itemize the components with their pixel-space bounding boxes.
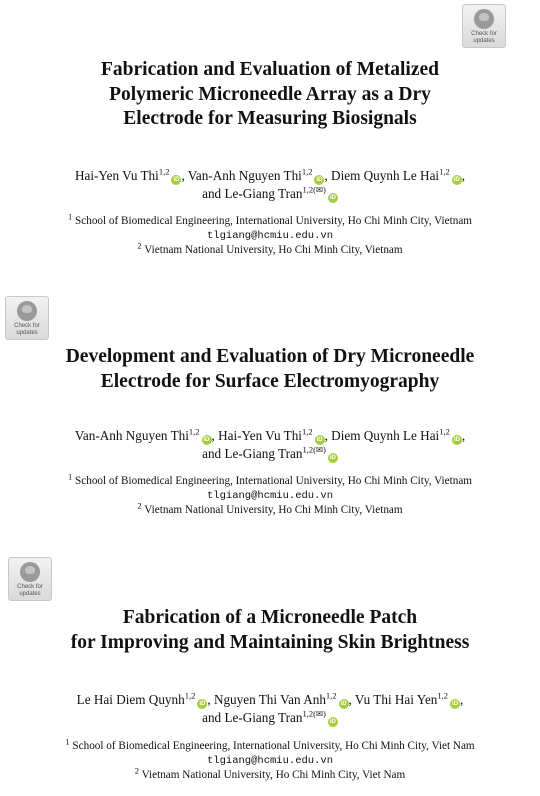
affiliations-3: $^1$ School of Biomedical Engineering, International University, Ho Chi Minh City, Viet Nam tlgiang@hcmiu.edu.vn $^2$ Vietnam National University, Ho Chi Minh City, Viet Nam bbox=[0, 739, 540, 783]
author-list-1: Hai-Yen Vu Thi$^{1,2}$iD , Van-Anh Nguyen Thi$^{1,2}$iD , Diem Quynh Le Hai$^{1,2}$iD , and Le-Giang Tran$^{1,2(✉)}$iD bbox=[74, 166, 466, 201]
paper-title-1: Fabrication and Evaluation of Metalized Polymeric Microneedle Array as a Dry Electrode for Measuring Biosignals bbox=[101, 59, 439, 129]
orcid-icon[interactable]: iD bbox=[316, 437, 323, 443]
orcid-icon[interactable]: iD bbox=[316, 177, 323, 183]
author-name: and Le-Giang Tran bbox=[202, 710, 303, 725]
email-link[interactable]: tlgiang@hcmiu.edu.vn bbox=[206, 229, 334, 242]
author-name: and Le-Giang Tran bbox=[202, 446, 303, 461]
orcid-icon[interactable]: iD bbox=[453, 437, 460, 443]
author-name: Le Hai Diem Quynh bbox=[76, 692, 185, 707]
check-for-updates-badge-1[interactable] bbox=[462, 4, 506, 48]
author-name: Van-Anh Nguyen Thi bbox=[74, 428, 189, 443]
badge-label: Check for updates bbox=[17, 584, 43, 597]
author-name: Vu Thi Hai Yen bbox=[354, 692, 438, 707]
affiliations-1: $^1$ School of Biomedical Engineering, International University, Ho Chi Minh City, Vietnam tlgiang@hcmiu.edu.vn $^2$ Vietnam National University, Ho Chi Minh City, Vietnam bbox=[0, 214, 540, 258]
author-list-2: Van-Anh Nguyen Thi$^{1,2}$iD , Hai-Yen Vu Thi$^{1,2}$iD , Diem Quynh Le Hai$^{1,2}$iD , and Le-Giang Tran$^{1,2(✉)}$iD bbox=[74, 426, 466, 461]
check-for-updates-badge-3[interactable] bbox=[8, 557, 52, 601]
paper-title-3: Fabrication of a Microneedle Patch for Improving and Maintaining Skin Brightness bbox=[70, 607, 470, 653]
orcid-icon[interactable]: iD bbox=[199, 701, 206, 707]
affiliations-2: $^1$ School of Biomedical Engineering, International University, Ho Chi Minh City, Vietnam tlgiang@hcmiu.edu.vn $^2$ Vietnam National University, Ho Chi Minh City, Vietnam bbox=[0, 474, 540, 518]
badge-label: Check for updates bbox=[14, 323, 40, 336]
author-list-3: Le Hai Diem Quynh$^{1,2}$iD , Nguyen Thi Van Anh$^{1,2}$iD , Vu Thi Hai Yen$^{1,2}$iD , and Le-Giang Tran$^{1,2(✉)}$iD bbox=[76, 690, 464, 725]
orcid-icon[interactable]: iD bbox=[329, 455, 336, 461]
author-name: Hai-Yen Vu Thi bbox=[218, 428, 302, 443]
check-for-updates-icon bbox=[474, 9, 494, 29]
author-name: Diem Quynh Le Hai bbox=[331, 428, 440, 443]
badge-label: Check for updates bbox=[471, 31, 497, 44]
check-for-updates-badge-2[interactable] bbox=[5, 296, 49, 340]
author-name: Van-Anh Nguyen Thi bbox=[187, 168, 302, 183]
orcid-icon[interactable]: iD bbox=[452, 701, 459, 707]
author-name: Nguyen Thi Van Anh bbox=[213, 692, 326, 707]
email-link[interactable]: tlgiang@hcmiu.edu.vn bbox=[206, 754, 334, 767]
orcid-icon[interactable]: iD bbox=[340, 701, 347, 707]
orcid-icon[interactable]: iD bbox=[203, 437, 210, 443]
orcid-icon[interactable]: iD bbox=[453, 177, 460, 183]
check-for-updates-icon bbox=[17, 301, 37, 321]
email-link[interactable]: tlgiang@hcmiu.edu.vn bbox=[206, 489, 334, 502]
orcid-icon[interactable]: iD bbox=[329, 195, 336, 201]
orcid-icon[interactable]: iD bbox=[329, 719, 336, 725]
orcid-icon[interactable]: iD bbox=[173, 177, 180, 183]
author-name: and Le-Giang Tran bbox=[202, 186, 303, 201]
author-name: Diem Quynh Le Hai bbox=[331, 168, 440, 183]
paper-title-2: Development and Evaluation of Dry Microneedle Electrode for Surface Electromyography bbox=[65, 346, 475, 392]
author-name: Hai-Yen Vu Thi bbox=[74, 168, 159, 183]
check-for-updates-icon bbox=[20, 562, 40, 582]
